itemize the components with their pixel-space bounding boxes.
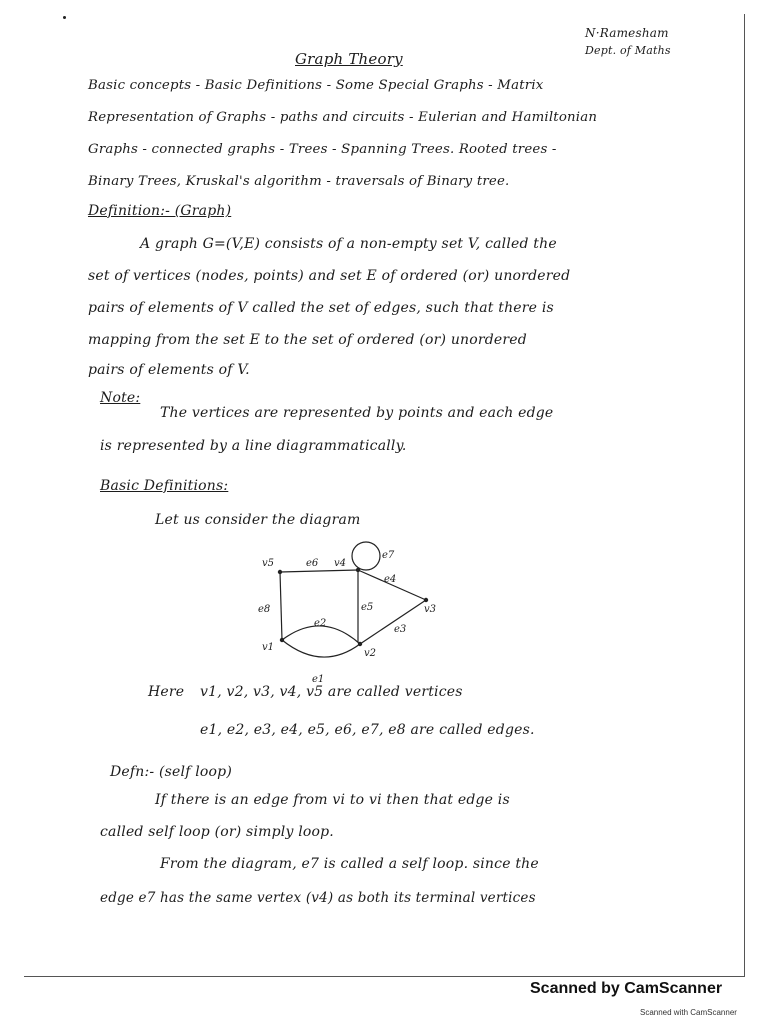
label-e7: e7 <box>382 550 395 561</box>
definition-line-4: mapping from the set E to the set of ordered (or) unordered <box>88 332 527 348</box>
definition-line-5: pairs of elements of V. <box>88 362 250 378</box>
basic-definitions-heading: Basic Definitions: <box>100 478 229 494</box>
definition-heading: Definition:- (Graph) <box>88 203 232 219</box>
label-e2: e2 <box>314 618 327 629</box>
edge-e7-self-loop <box>352 542 380 570</box>
definition-line-2: set of vertices (nodes, points) and set E of ordered (or) unordered <box>88 268 571 284</box>
page-title: Graph Theory <box>295 50 403 68</box>
self-loop-line-1: If there is an edge from vi to vi then that edge is <box>155 792 510 808</box>
diagram-intro: Let us consider the diagram <box>155 512 361 528</box>
vertices-line: v1, v2, v3, v4, v5 are called vertices <box>200 684 463 700</box>
label-v4: v4 <box>334 558 347 569</box>
syllabus-line-1: Basic concepts - Basic Definitions - Some Special Graphs - Matrix <box>88 78 544 93</box>
syllabus-line-4: Binary Trees, Kruskal's algorithm - traversals of Binary tree. <box>88 174 510 189</box>
syllabus-line-3: Graphs - connected graphs - Trees - Spanning Trees. Rooted trees - <box>88 142 557 157</box>
label-v1: v1 <box>262 642 275 653</box>
self-loop-line-4: edge e7 has the same vertex (v4) as both its terminal vertices <box>100 890 536 906</box>
self-loop-line-2: called self loop (or) simply loop. <box>100 824 334 840</box>
scan-speck <box>63 16 66 19</box>
vertex-v5 <box>278 570 282 574</box>
vertex-v4 <box>356 568 360 572</box>
author-name: N·Ramesham <box>585 26 669 40</box>
note-line-1: The vertices are represented by points and each edge <box>160 405 554 421</box>
label-e4: e4 <box>384 574 397 585</box>
definition-line-3: pairs of elements of V called the set of edges, such that there is <box>88 300 554 316</box>
camscanner-small-watermark: Scanned with CamScanner <box>640 1008 737 1017</box>
definition-line-1: A graph G=(V,E) consists of a non-empty set V, called the <box>140 236 557 252</box>
label-v5: v5 <box>262 558 275 569</box>
self-loop-line-3: From the diagram, e7 is called a self loop. since the <box>160 856 539 872</box>
vertex-v2 <box>358 642 362 646</box>
note-line-2: is represented by a line diagrammatically. <box>100 438 407 454</box>
edge-e8 <box>280 572 282 640</box>
label-v2: v2 <box>364 648 377 659</box>
camscanner-watermark: Scanned by CamScanner <box>530 980 723 997</box>
department: Dept. of Maths <box>585 44 671 57</box>
syllabus-line-2: Representation of Graphs - paths and circuits - Eulerian and Hamiltonian <box>88 110 598 125</box>
label-e8: e8 <box>258 604 271 615</box>
note-heading: Note: <box>100 390 141 406</box>
here-label: Here <box>148 684 185 700</box>
label-e3: e3 <box>394 624 407 635</box>
vertex-v1 <box>280 638 284 642</box>
edge-e6 <box>280 570 358 572</box>
edges-line: e1, e2, e3, e4, e5, e6, e7, e8 are called edges. <box>200 722 535 738</box>
label-e5: e5 <box>361 602 374 613</box>
edge-e1 <box>282 640 360 657</box>
vertex-v3 <box>424 598 428 602</box>
label-e6: e6 <box>306 558 319 569</box>
label-e1: e1 <box>312 674 325 685</box>
graph-diagram <box>240 540 460 690</box>
label-v3: v3 <box>424 604 437 615</box>
self-loop-heading: Defn:- (self loop) <box>110 764 233 780</box>
